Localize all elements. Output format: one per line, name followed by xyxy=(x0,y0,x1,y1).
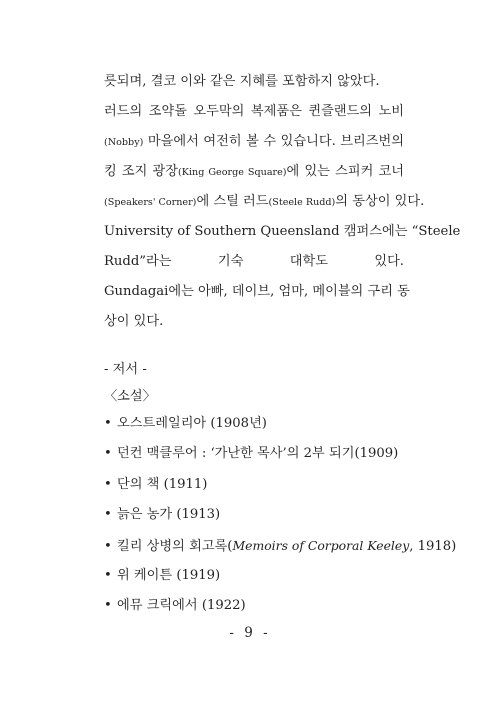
text-line xyxy=(104,187,425,217)
bullet-icon: • xyxy=(104,446,112,462)
list-item xyxy=(104,500,456,530)
latin-annotation: (Speakers' Corner) xyxy=(104,197,197,208)
text-segment: 릇되며, 결코 이와 같은 지혜를 포함하지 않았다. xyxy=(104,74,380,89)
text-segment: 늙은 농가 (1913) xyxy=(117,507,221,523)
text-line xyxy=(104,157,404,187)
latin-annotation: (Steele Rudd) xyxy=(268,197,336,208)
latin-annotation: (King George Square) xyxy=(178,167,287,178)
text-segment: Rudd”라는 기숙 대학도 있다. xyxy=(104,254,404,269)
text-segment: 단의 책 (1911) xyxy=(117,476,208,492)
text-segment: , 1918) xyxy=(409,538,457,554)
text-segment: 위 케이튼 (1919) xyxy=(117,567,221,583)
list-item xyxy=(104,531,456,561)
list-item xyxy=(104,409,456,439)
text-line xyxy=(104,277,410,307)
page-number: - 9 - xyxy=(229,625,271,641)
novels-subheading: 〈소설〉 xyxy=(104,389,156,404)
text-segment: 던컨 맥클루어 : ‘가난한 목사’의 2부 되기(1909) xyxy=(117,446,399,462)
body-paragraph xyxy=(104,67,461,337)
text-segment: Gundagai에는 아빠, 데이브, 엄마, 메이블의 구리 동 xyxy=(104,284,410,299)
text-segment: 오스트레일리아 (1908년) xyxy=(117,416,267,431)
bullet-icon: • xyxy=(104,476,112,492)
text-segment: 킬리 상병의 회고록( xyxy=(117,538,233,554)
text-segment: 에뮤 크릭에서 (1922) xyxy=(117,598,246,614)
list-item xyxy=(104,561,456,591)
text-line xyxy=(104,247,404,277)
text-line xyxy=(104,217,461,247)
text-segment: 상이 있다. xyxy=(104,314,164,329)
list-item xyxy=(104,470,456,500)
bullet-icon: • xyxy=(104,416,112,431)
bullet-icon: • xyxy=(104,598,112,614)
section-title: - 저서 - xyxy=(104,362,147,377)
bullet-icon: • xyxy=(104,507,112,523)
text-segment: 에 스틸 러드 xyxy=(196,194,269,209)
text-line xyxy=(104,307,404,337)
list-item xyxy=(104,439,456,469)
italic-title: Memoirs of Corporal Keeley xyxy=(232,537,410,553)
latin-annotation: (Nobby) xyxy=(104,137,144,148)
text-line xyxy=(104,127,404,157)
text-segment: 킹 조지 광장 xyxy=(104,164,179,179)
text-line xyxy=(104,67,404,97)
text-segment: 에 있는 스피커 코너 xyxy=(286,164,404,179)
works-list xyxy=(104,409,456,622)
bullet-icon: • xyxy=(104,567,112,583)
list-item xyxy=(104,591,456,621)
text-segment: 러드의 조약돌 오두막의 복제품은 퀸즐랜드의 노비 xyxy=(104,104,404,119)
text-segment: University of Southern Queensland 캠퍼스에는 “Steele xyxy=(104,224,461,239)
text-segment: 마을에서 여전히 볼 수 있습니다. 브리즈번의 xyxy=(143,134,404,149)
bullet-icon: • xyxy=(104,538,112,554)
text-segment: 의 동상이 있다. xyxy=(335,194,425,209)
text-line xyxy=(104,97,404,127)
